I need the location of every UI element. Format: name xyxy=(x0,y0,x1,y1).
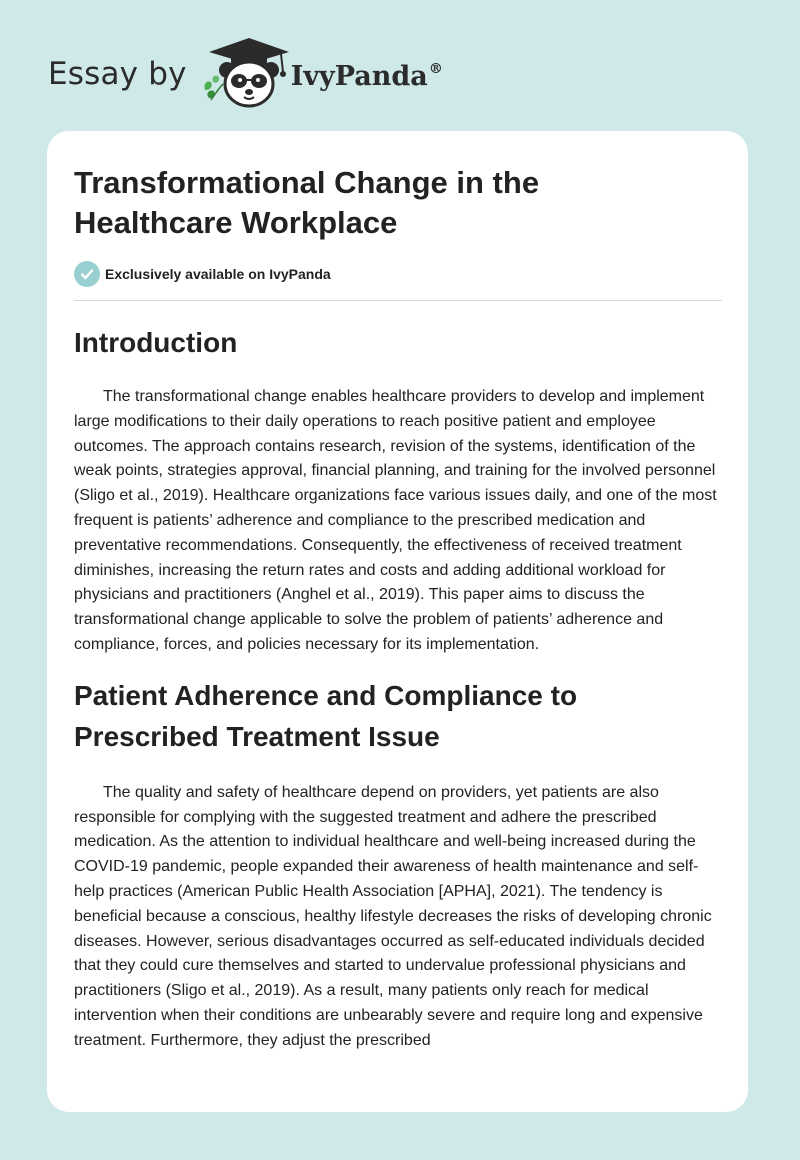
ivypanda-brand-name[interactable]: IvyPanda® xyxy=(290,60,443,92)
site-header xyxy=(48,34,443,110)
essay-by-label: Essay by xyxy=(48,56,187,92)
essay-card xyxy=(47,131,748,1112)
panda-graduation-cap-icon[interactable] xyxy=(201,34,297,110)
section-paragraph-adherence: The quality and safety of healthcare depend on providers, yet patients are also responsible for complying with the suggested treatment and adhere the prescribed medication. As the attention to individual healthcare and well-being increased during the COVID-19 pandemic, people expanded their awareness of health maintenance and self-help practices (American Public Health Association [APHA], 2021). The tendency is beneficial because a conscious, healthy lifestyle decreases the risks of developing chronic diseases. However, serious disadvantages occurred as self-educated individuals decided that they could cure themselves and started to undervalue professional physicians and practitioners (Sligo et al., 2019). As a result, many patients only reach for medical intervention when their conditions are unbearably severe and require long and expensive treatment. Furthermore, they adjust the prescribed xyxy=(74,783,712,1049)
title-divider xyxy=(74,300,722,301)
section-heading-introduction: Introduction xyxy=(74,327,238,358)
exclusive-badge xyxy=(74,261,722,287)
registered-trademark: ® xyxy=(428,60,443,77)
exclusive-badge-label: Exclusively available on IvyPanda xyxy=(105,266,331,282)
section-paragraph-introduction: The transformational change enables healthcare providers to develop and implement large modifications to their daily operations to reach positive patient and employee outcomes. The approach contains research, revision of the systems, identification of the weak points, strategies approval, financial planning, and training for the involved personnel (Sligo et al., 2019). Healthcare organizations face various issues daily, and one of the most frequent is patients’ adherence and compliance to the prescribed medication and preventative recommendations. Consequently, the effectiveness of received treatment diminishes, increasing the return rates and costs and adding additional workload for physicians and practitioners (Anghel et al., 2019). This paper aims to discuss the transformational change applicable to solve the problem of patients’ adherence and compliance, forces, and policies necessary for its implementation. xyxy=(74,388,717,653)
checkmark-icon xyxy=(74,261,100,287)
section-heading-adherence: Patient Adherence and Compliance to Prescribed Treatment Issue xyxy=(74,679,578,752)
page-title: Transformational Change in the Healthcare Workplace xyxy=(74,165,540,240)
